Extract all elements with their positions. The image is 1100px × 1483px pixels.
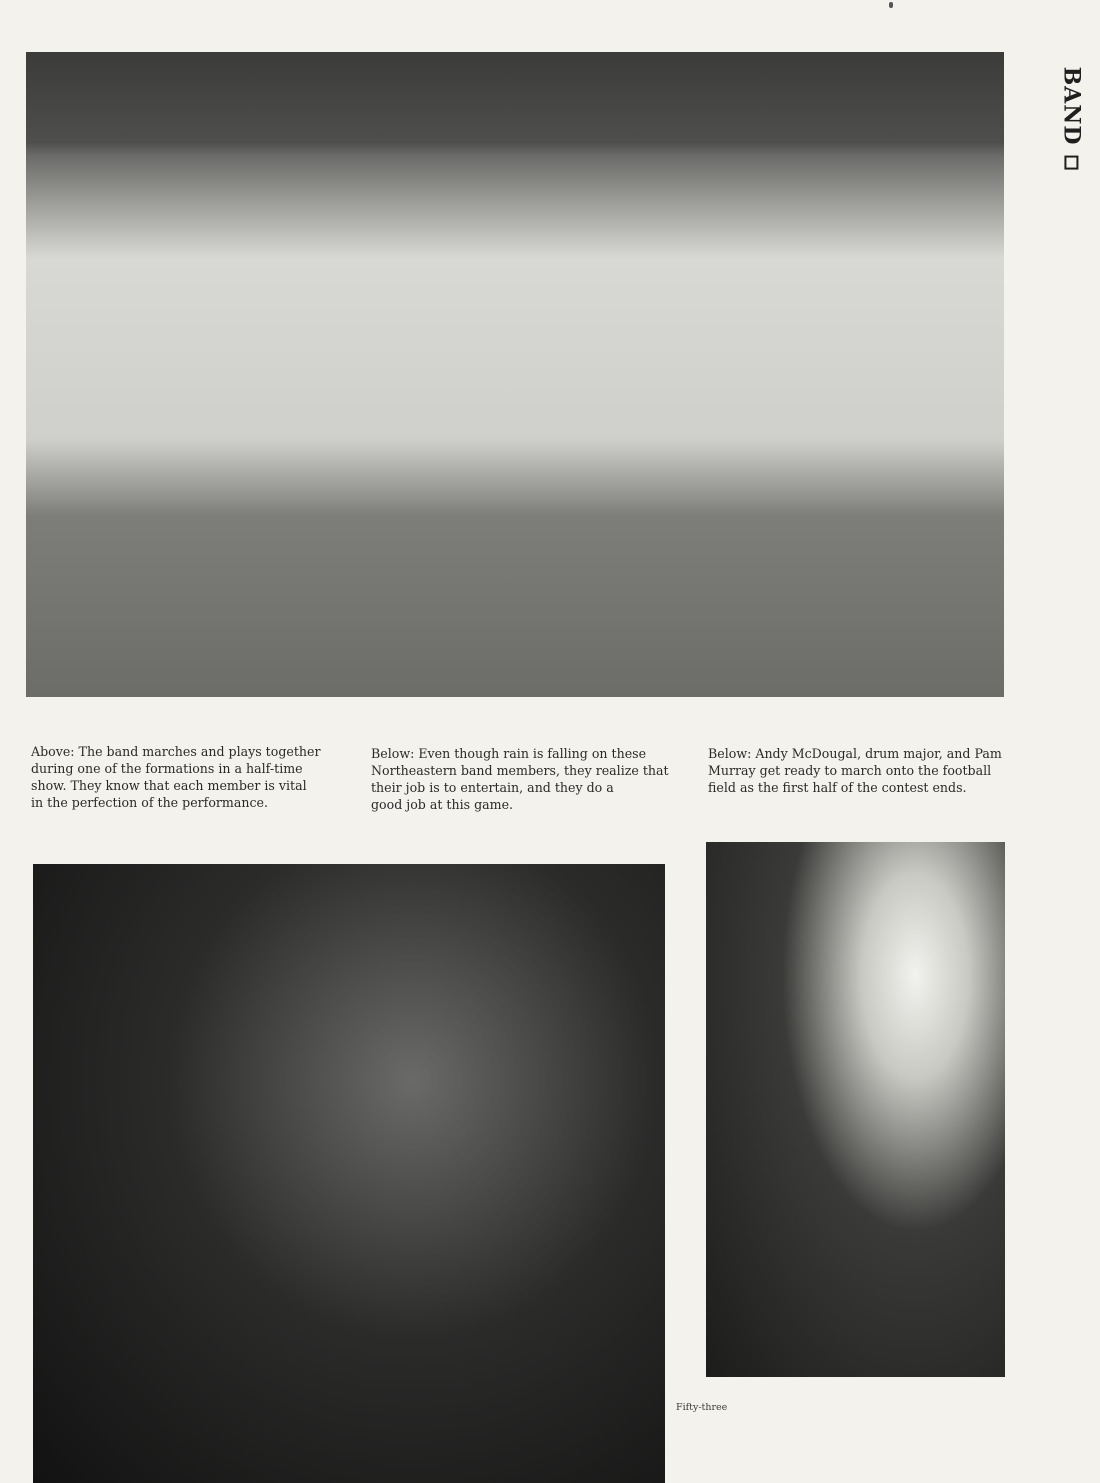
photo-drum-major — [706, 842, 1005, 1377]
caption-rain: Below: Even though rain is falling on these Northeastern band members, they realize that their job is to entertain, and they do a good job at this game. — [371, 746, 669, 812]
page-number: Fifty-three — [676, 1402, 728, 1413]
photo-band-in-rain — [33, 864, 665, 1483]
section-title — [1046, 55, 1096, 175]
caption-above: Above: The band marches and plays together during one of the formations in a half-time show. They know that each member is vital in the perfection of the performance. — [31, 744, 321, 810]
photo-band-marching — [26, 52, 1004, 697]
section-label: BAND — [1058, 66, 1085, 146]
page-speck — [889, 2, 893, 8]
section-box-icon — [1064, 155, 1078, 169]
caption-drum-major: Below: Andy McDougal, drum major, and Pam Murray get ready to march onto the football field as the first half of the contest ends. — [708, 746, 1002, 795]
